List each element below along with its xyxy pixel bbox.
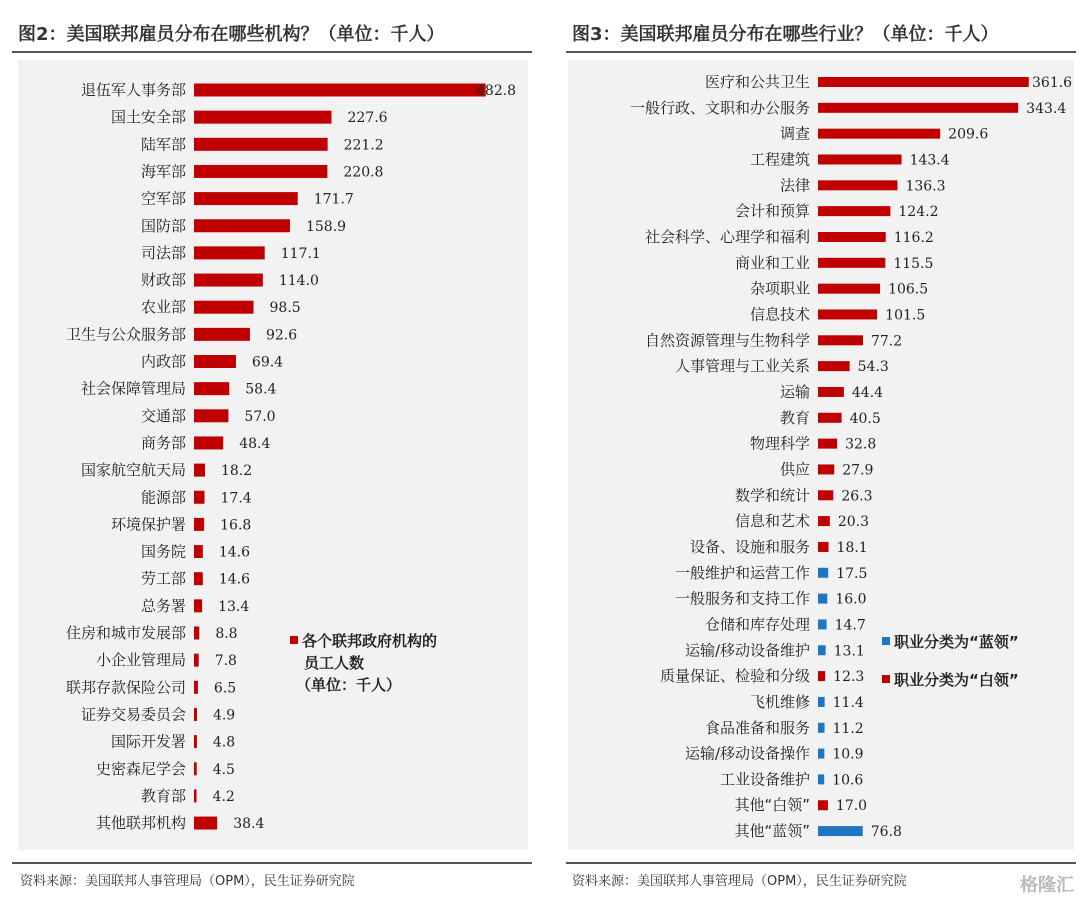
bar [818,361,850,371]
bar [818,413,842,423]
data-label: 14.6 [218,571,250,588]
bar [818,542,829,552]
category-label: 社会保障管理局 [80,379,186,398]
category-label: 杂项职业 [749,279,810,298]
bar [194,789,197,802]
bar [818,490,833,500]
bar [194,436,223,449]
bar [194,84,486,97]
bar [818,206,890,216]
data-label: 27.9 [842,462,874,479]
left-legend-line1: 各个联邦政府机构的 [302,632,438,650]
left-legend [290,630,437,696]
bar [194,355,236,368]
legend-swatch-blue [882,637,890,645]
left-legend-line2: 员工人数 [304,654,365,672]
category-label: 农业部 [140,298,186,317]
data-label: 20.3 [837,514,870,531]
data-label: 16.8 [220,517,252,534]
right-source-note: 资料来源：美国联邦人事管理局（OPM），民生证券研究院 [572,874,907,889]
category-label: 国务院 [140,542,186,561]
legend-swatch-red [290,636,298,644]
data-label: 26.3 [841,488,873,505]
category-label: 仓储和库存处理 [704,615,810,634]
category-label: 商务部 [140,433,186,452]
data-label: 114.0 [278,273,319,290]
bar [818,103,1018,113]
data-label: 17.5 [836,565,868,582]
category-label: 国家航空航天局 [80,461,186,480]
data-label: 17.0 [835,798,868,815]
category-label: 工业设备维护 [719,770,810,789]
category-label: 退伍军人事务部 [80,81,186,99]
data-label: 40.5 [849,410,881,427]
data-label: 18.2 [220,463,253,480]
bar [818,749,824,759]
bar [818,284,880,294]
category-label: 物理科学 [749,434,810,453]
data-label: 44.4 [851,384,884,401]
category-label: 运输/移动设备维护 [684,641,810,660]
bar [194,817,217,830]
bar [818,154,902,164]
bar [194,762,197,775]
bar [194,328,250,341]
right-chart-title: 图3：美国联邦雇员分布在哪些行业？（单位：千人） [572,24,999,45]
bar [818,800,828,810]
data-label: 10.6 [832,772,864,789]
category-label: 总务署 [140,596,186,615]
data-label: 69.4 [251,354,284,371]
bar [194,654,199,667]
bar [818,594,827,604]
data-label: 13.1 [833,643,865,660]
category-label: 劳工部 [140,569,186,588]
bar [818,826,863,836]
category-label: 教育部 [140,786,186,805]
category-label: 医疗和公共卫生 [704,73,810,91]
bar [194,599,202,612]
data-label: 220.8 [343,164,384,181]
watermark-logo: 格隆汇 [1020,875,1074,896]
data-label: 4.5 [212,761,235,778]
category-label: 其他“蓝领” [734,822,810,841]
bar [194,274,263,287]
bar [818,697,825,707]
right-chart-panel [560,0,1080,907]
data-label: 8.8 [215,626,238,642]
category-label: 财政部 [140,271,186,290]
category-label: 卫生与公众服务部 [65,325,186,344]
category-label: 自然资源管理与生物科学 [644,331,810,350]
data-label: 48.4 [239,435,271,452]
category-label: 会计和预算 [734,202,810,221]
category-label: 陆军部 [140,135,186,154]
bar [818,645,826,655]
data-label: 115.5 [893,255,934,272]
category-label: 飞机维修 [749,692,810,711]
category-label: 环境保护署 [110,515,186,534]
category-label: 海军部 [140,162,186,181]
right-source-rule [566,862,1076,864]
data-label: 10.9 [832,746,864,763]
category-label: 信息和艺术 [734,512,810,531]
bar [194,572,203,585]
bar [194,138,328,151]
category-label: 国土安全部 [110,108,186,127]
bar [818,671,825,681]
bar [818,387,844,397]
bar [818,309,877,319]
category-label: 国际开发署 [110,732,186,751]
data-label: 116.2 [893,229,934,246]
data-label: 221.2 [343,137,384,154]
bar [194,409,228,422]
category-label: 质量保证、检验和分级 [659,667,810,686]
category-label: 法律 [779,176,810,195]
data-label: 227.6 [347,110,388,127]
bar [194,545,203,558]
data-label: 106.5 [888,281,929,298]
category-label: 社会科学、心理学和福利 [644,227,810,246]
right-legend [882,623,1019,699]
category-label: 能源部 [140,488,186,507]
bar [818,258,885,268]
bar [818,516,830,526]
data-label: 14.7 [834,617,866,634]
bar [818,335,863,345]
bar [194,111,331,124]
data-label: 6.5 [213,680,237,697]
category-label: 空军部 [140,189,186,208]
category-label: 教育 [779,408,810,427]
data-label: 4.2 [212,788,235,805]
category-label: 小企业管理局 [95,651,186,670]
data-label: 92.6 [265,327,298,344]
data-label: 361.6 [1032,75,1073,91]
data-label: 57.0 [244,408,276,425]
left-source-note: 资料来源：美国联邦人事管理局（OPM），民生证券研究院 [20,874,355,889]
category-label: 设备、设施和服务 [689,537,810,556]
category-label: 供应 [779,460,810,479]
data-label: 117.1 [280,245,321,262]
bar [194,518,204,531]
bar [194,708,197,721]
bar [194,301,254,314]
data-label: 158.9 [305,218,347,235]
data-label: 13.4 [218,598,250,615]
bar [194,192,298,205]
category-label: 调查 [779,124,810,143]
left-chart-title: 图2：美国联邦雇员分布在哪些机构？（单位：千人） [18,24,445,45]
bar [818,180,897,190]
legend-swatch-red [882,675,890,683]
right-legend-red-label: 职业分类为“白领” [894,671,1019,689]
data-label: 4.9 [212,707,236,724]
data-label: 17.4 [220,490,252,507]
category-label: 住房和城市发展部 [65,624,186,642]
right-legend-item-red [882,661,1019,699]
category-label: 其他“白领” [734,796,810,815]
data-label: 482.8 [476,83,517,99]
bar [194,246,265,259]
category-label: 食品准备和服务 [704,718,810,737]
bar [818,464,834,474]
data-label: 7.8 [214,653,237,670]
category-label: 商业和工业 [734,253,810,272]
category-label: 史密森尼学会 [95,759,186,778]
category-label: 证券交易委员会 [80,705,186,724]
category-label: 一般行政、文职和办公服务 [629,98,810,117]
data-label: 32.8 [845,436,877,453]
bar [194,165,327,178]
data-label: 136.3 [905,178,946,195]
data-label: 143.4 [909,152,950,169]
bar [818,77,1029,87]
bar [194,627,199,640]
data-label: 14.6 [218,544,250,561]
category-label: 工程建筑 [749,150,810,169]
data-label: 12.3 [833,669,865,686]
left-legend-line3: （单位：千人） [296,676,402,694]
data-label: 38.4 [233,816,265,833]
category-label: 交通部 [140,406,186,425]
right-legend-item-blue [882,623,1019,661]
bar [194,464,205,477]
left-legend-item [290,630,437,652]
data-label: 11.2 [832,720,864,737]
category-label: 人事管理与工业关系 [674,357,810,376]
bar [818,774,824,784]
category-label: 国防部 [140,216,186,235]
data-label: 54.3 [857,359,889,376]
category-label: 内政部 [140,352,186,371]
bar [818,232,886,242]
right-bar-chart [560,0,1080,907]
bar [194,735,197,748]
data-label: 4.8 [212,734,236,751]
category-label: 其他联邦机构 [95,814,186,833]
bar [818,619,827,629]
bar [818,568,828,578]
bar [194,491,205,504]
right-legend-blue-label: 职业分类为“蓝领” [894,633,1019,651]
data-label: 101.5 [885,307,926,324]
data-label: 98.5 [269,300,301,317]
data-label: 58.4 [245,381,277,398]
bar [194,382,229,395]
left-source-rule [12,862,532,864]
category-label: 司法部 [140,243,186,262]
category-label: 运输/移动设备操作 [684,744,810,763]
bar [194,681,198,694]
data-label: 11.4 [832,694,864,711]
bar [818,129,940,139]
category-label: 一般维护和运营工作 [674,563,810,582]
data-label: 171.7 [313,191,354,208]
category-label: 信息技术 [749,305,810,324]
data-label: 209.6 [948,126,989,143]
category-label: 数学和统计 [734,486,810,505]
data-label: 343.4 [1026,100,1067,117]
data-label: 16.0 [835,591,867,608]
bar [818,723,825,733]
bar [194,219,290,232]
category-label: 运输 [779,382,810,401]
data-label: 76.8 [870,824,902,841]
bar [818,439,837,449]
category-label: 联邦存款保险公司 [65,678,186,697]
data-label: 124.2 [898,204,939,221]
category-label: 一般服务和支持工作 [674,589,810,608]
data-label: 77.2 [870,333,903,350]
data-label: 18.1 [836,539,868,556]
